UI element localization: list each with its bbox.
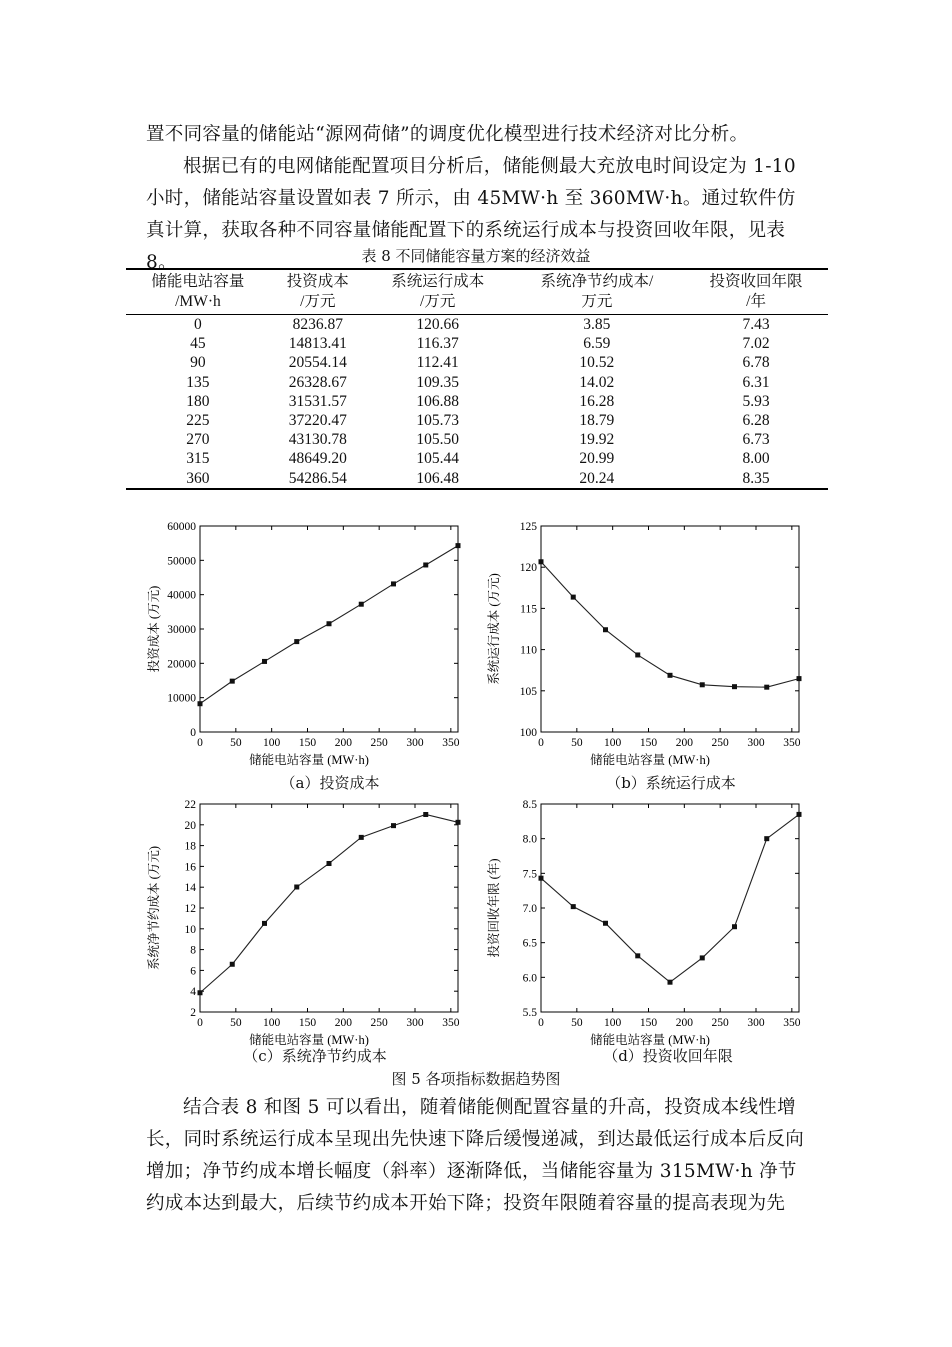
data-point	[294, 639, 299, 644]
x-tick-label: 350	[442, 1017, 460, 1029]
x-tick-label: 0	[538, 1017, 544, 1029]
x-tick-label: 0	[197, 737, 203, 749]
table-row: 90 20554.14 112.41 10.52 6.78	[190, 354, 770, 372]
y-tick-label: 110	[520, 644, 537, 657]
table-row: 360 54286.54 106.48 20.24 8.35	[126, 469, 828, 489]
data-point	[635, 652, 640, 657]
x-tick-label: 0	[197, 1017, 203, 1029]
table-row: 45 14813.41 116.37 6.59 7.02	[190, 335, 770, 353]
y-tick-label: 2	[190, 1007, 196, 1019]
y-axis-label: 系统运行成本 (万元)	[487, 573, 501, 685]
data-point	[423, 562, 428, 567]
table-row: 180 31531.57 106.88 16.28 5.93	[186, 392, 770, 410]
table-row: 270 43130.78 105.50 19.92 6.73	[186, 431, 770, 449]
data-point	[262, 921, 267, 926]
data-point	[391, 823, 396, 828]
data-point	[732, 684, 737, 689]
y-tick-label: 6	[190, 965, 196, 978]
y-tick-label: 18	[184, 840, 196, 853]
plot-frame	[200, 526, 458, 732]
data-point	[230, 679, 235, 684]
data-point	[198, 701, 203, 706]
x-tick-label: 200	[334, 1017, 352, 1029]
x-tick-label: 50	[571, 1017, 583, 1029]
x-tick-label: 150	[639, 737, 658, 749]
y-tick-label: 8.5	[522, 799, 537, 811]
y-tick-label: 125	[519, 521, 537, 533]
economic-benefit-table	[126, 268, 828, 490]
data-point	[668, 980, 673, 985]
data-point	[539, 559, 544, 564]
x-tick-label: 250	[711, 737, 729, 749]
header-operating-cost: 系统运行成本 /万元	[391, 273, 485, 310]
y-tick-label: 0	[190, 727, 196, 739]
x-tick-label: 50	[230, 1017, 242, 1029]
table-caption: 表 8 不同储能容量方案的经济效益	[361, 247, 591, 265]
subcaption-b: （b）系统运行成本	[606, 774, 736, 792]
y-tick-label: 40000	[167, 589, 196, 602]
paragraph-3: 结合表 8 和图 5 可以看出，随着储能侧配置容量的升高，投资成本线性增长，同时系统运行成本呈现出先快速下降后缓慢递减，到达最低运行成本后反向增加；净节约成本增长幅度（斜率）逐渐降低，当储能容量为 315MW·h 净节约成本达到最大，后续节约成本开始下降；投资年限随着容量的提高表现为先	[146, 1097, 805, 1214]
subcaption-a: （a）投资成本	[280, 774, 380, 792]
data-point	[456, 820, 461, 825]
table-row: 0 8236.87 120.66 3.85 7.43	[194, 316, 770, 333]
x-tick-label: 150	[639, 1017, 658, 1029]
data-point	[603, 921, 608, 926]
x-tick-label: 200	[675, 737, 693, 749]
x-tick-label: 300	[406, 737, 424, 749]
x-tick-label: 50	[230, 737, 242, 749]
data-point	[262, 659, 267, 664]
y-tick-label: 60000	[167, 521, 196, 533]
table-row: 315 48649.20 105.44 20.99 8.00	[186, 450, 770, 468]
table-row: 225 37220.47 105.73 18.79 6.28	[186, 412, 770, 430]
y-tick-label: 12	[184, 903, 196, 915]
plot-frame	[200, 804, 458, 1012]
x-tick-label: 100	[604, 737, 622, 749]
x-axis-label: 储能电站容量 (MW·h)	[249, 753, 369, 767]
series-line	[541, 562, 799, 687]
header-capacity: 储能电站容量 /MW·h	[151, 273, 245, 310]
x-tick-label: 300	[747, 1017, 765, 1029]
paragraph-2: 根据已有的电网储能配置项目分析后，储能侧最大充放电时间设定为 1-10 小时，储能站容量设置如表 7 所示，由 45MW·h 至 360MW·h。通过软件仿真计算，获取各种不同容量储能配置下的系统运行成本与投资回收年限，见表 8。	[146, 156, 796, 273]
data-point	[732, 924, 737, 929]
y-tick-label: 6.5	[522, 937, 537, 950]
x-tick-label: 100	[263, 737, 281, 749]
y-tick-label: 6.0	[522, 972, 537, 985]
x-tick-label: 250	[711, 1017, 729, 1029]
y-tick-label: 20	[184, 819, 196, 832]
data-point	[456, 543, 461, 548]
data-point	[294, 884, 299, 889]
x-tick-label: 100	[604, 1017, 622, 1029]
x-tick-label: 150	[298, 737, 317, 749]
data-point	[539, 876, 544, 881]
header-investment: 投资成本 /万元	[286, 273, 349, 310]
data-point	[668, 673, 673, 678]
x-tick-label: 0	[538, 737, 544, 749]
data-point	[571, 904, 576, 909]
figure-caption: 图 5 各项指标数据趋势图	[391, 1070, 561, 1088]
y-tick-label: 5.5	[522, 1007, 537, 1019]
data-point	[797, 676, 802, 681]
y-tick-label: 100	[519, 727, 537, 739]
table-header-row	[126, 269, 828, 315]
table-row: 135 26328.67 109.35 14.02 6.31	[186, 373, 770, 391]
x-tick-label: 300	[747, 737, 765, 749]
x-tick-label: 250	[370, 737, 388, 749]
conclusion-text	[146, 1092, 810, 1220]
data-point	[327, 861, 332, 866]
y-tick-label: 22	[184, 799, 196, 811]
header-payback: 投资收回年限 /年	[709, 273, 803, 310]
x-axis-label: 储能电站容量 (MW·h)	[590, 753, 710, 767]
x-tick-label: 200	[334, 737, 352, 749]
data-point	[423, 812, 428, 817]
y-tick-label: 50000	[167, 555, 196, 568]
x-tick-label: 50	[571, 737, 583, 749]
x-tick-label: 300	[406, 1017, 424, 1029]
x-axis-label: 储能电站容量 (MW·h)	[249, 1033, 369, 1047]
y-tick-label: 10	[184, 923, 196, 936]
data-point	[603, 627, 608, 632]
data-point	[797, 812, 802, 817]
y-tick-label: 20000	[167, 658, 196, 671]
y-axis-label: 系统净节约成本 (万元)	[147, 846, 161, 970]
data-point	[230, 962, 235, 967]
chart-operating-cost	[480, 518, 810, 770]
chart-payback-period	[480, 796, 810, 1047]
data-point	[391, 581, 396, 586]
y-tick-label: 105	[519, 685, 537, 698]
chart-investment-cost	[140, 518, 470, 770]
y-tick-label: 115	[520, 603, 537, 616]
data-point	[764, 685, 769, 690]
data-point	[635, 953, 640, 958]
data-point	[764, 836, 769, 841]
x-tick-label: 200	[675, 1017, 693, 1029]
y-tick-label: 7.0	[522, 903, 537, 915]
header-net-saving: 系统净节约成本/ 万元	[540, 273, 654, 310]
x-tick-label: 350	[783, 1017, 801, 1029]
y-tick-label: 4	[190, 986, 196, 999]
data-point	[359, 602, 364, 607]
y-tick-label: 120	[519, 562, 537, 575]
subcaption-d: （d）投资收回年限	[603, 1047, 733, 1065]
x-tick-label: 250	[370, 1017, 388, 1029]
y-tick-label: 14	[184, 882, 196, 895]
y-axis-label: 投资成本 (万元)	[147, 585, 161, 673]
paragraph-1: 置不同容量的储能站“源网荷储”的调度优化模型进行技术经济对比分析。	[146, 124, 749, 145]
x-axis-label: 储能电站容量 (MW·h)	[590, 1033, 710, 1047]
data-point	[700, 955, 705, 960]
y-tick-label: 16	[184, 861, 196, 874]
x-tick-label: 150	[298, 1017, 317, 1029]
chart-net-saving	[140, 796, 470, 1047]
y-tick-label: 30000	[167, 624, 196, 636]
data-point	[198, 990, 203, 995]
x-tick-label: 100	[263, 1017, 281, 1029]
plot-frame	[541, 526, 799, 732]
x-tick-label: 350	[783, 737, 801, 749]
series-line	[541, 814, 799, 982]
y-tick-label: 8	[190, 944, 196, 957]
y-tick-label: 8.0	[522, 833, 537, 846]
y-tick-label: 10000	[167, 692, 196, 705]
y-axis-label: 投资回收年限 (年)	[487, 858, 501, 958]
data-point	[700, 682, 705, 687]
data-point	[327, 621, 332, 626]
subcaption-c: （c）系统净节约成本	[243, 1047, 387, 1065]
data-point	[571, 595, 576, 600]
y-tick-label: 7.5	[522, 868, 537, 881]
data-point	[359, 835, 364, 840]
x-tick-label: 350	[442, 737, 460, 749]
series-line	[200, 815, 458, 993]
